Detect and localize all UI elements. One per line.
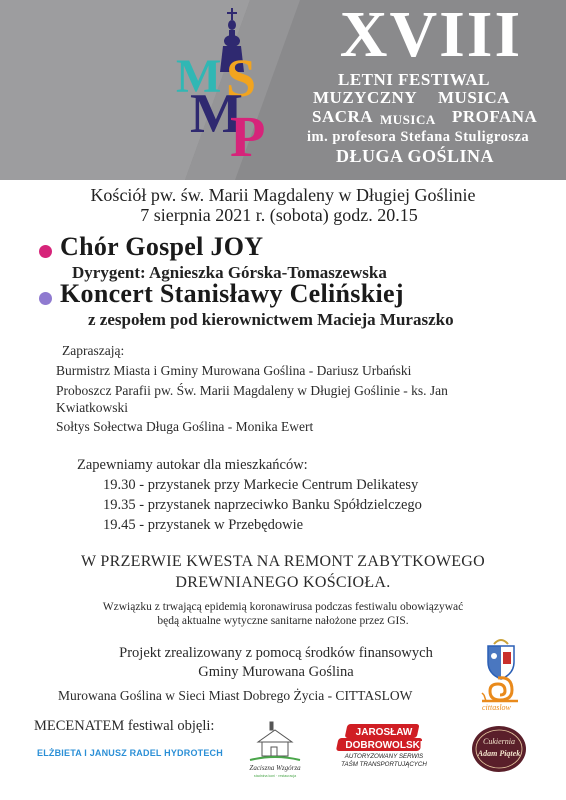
cukiernia-line-2: Adam Piątek — [477, 749, 521, 758]
invite-line-2: Proboszcz Parafii pw. Św. Marii Magdaleny w Długiej Goślinie - ks. Jan — [56, 383, 448, 398]
cukiernia-line-1: Cukiernia — [483, 737, 515, 746]
logo-letter-m1: M — [176, 50, 222, 103]
header-line-musica1: MUSICA — [438, 88, 510, 107]
header-line-sacra: SACRA — [312, 107, 374, 126]
header-line-musica2: MUSICA — [380, 112, 436, 127]
zaciszna-tagline: stadnina koni · restauracja — [253, 774, 297, 778]
program-title-1: Chór Gospel JOY — [60, 232, 264, 261]
jd-name-line-1: JAROSŁAW — [355, 727, 413, 738]
invite-heading: Zapraszają: — [62, 343, 125, 358]
header-line-festiwal: LETNI FESTIWAL — [338, 70, 491, 89]
collection-line-2: DREWNIANEGO KOŚCIOŁA. — [175, 574, 391, 591]
festival-logo — [168, 6, 278, 168]
header-line-profana: PROFANA — [452, 107, 538, 126]
jd-name-line-2: DOBROWOLSKI — [345, 740, 423, 751]
invite-line-1: Burmistrz Miasta i Gminy Murowana Goślina - Dariusz Urbański — [56, 363, 412, 378]
bus-stop-1: 19.30 - przystanek przy Markecie Centrum Delikatesy — [103, 477, 419, 493]
covid-note-line-2: będą aktualne wytyczne sanitarne nałożone przez GIS. — [157, 615, 409, 627]
jd-service-logo — [334, 722, 434, 768]
collection-line-1: W PRZERWIE KWESTA NA REMONT ZABYTKOWEGO — [80, 553, 486, 570]
bus-stop-2: 19.35 - przystanek naprzeciwko Banku Spółdzielczego — [103, 497, 422, 513]
cittaslow-line: Murowana Goślina w Sieci Miast Dobrego Życia - CITTASLOW — [58, 688, 413, 703]
covid-note-line-1: Wzwiązku z trwającą epidemią koronawirusa podczas festiwalu obowiązywać — [102, 601, 464, 613]
cittaslow-logo-text: cittaslow — [482, 703, 511, 712]
zaciszna-logo — [244, 718, 306, 780]
program-title-2: Koncert Stanisławy Celińskiej — [60, 279, 404, 308]
bus-stop-3: 19.45 - przystanek w Przebędowie — [103, 517, 304, 533]
bus-heading: Zapewniamy autokar dla mieszkańców: — [77, 457, 308, 473]
edition-numeral: XVIII — [339, 0, 523, 71]
program-subtitle-1: Dyrygent: Agnieszka Górska-Tomaszewska — [72, 263, 387, 282]
patrons-heading: MECENATEM festiwal objęli: — [34, 718, 215, 734]
logo-letter-s: S — [226, 48, 257, 108]
logo-letter-m2: M — [190, 83, 243, 145]
invite-line-4: Sołtys Sołectwa Długa Goślina - Monika Ewert — [56, 419, 314, 434]
cukiernia-logo — [470, 724, 528, 774]
cittaslow-snail-icon — [478, 672, 524, 712]
logo-letter-p: P — [230, 104, 266, 168]
header-line-patron: im. profesora Stefana Stuligrosza — [307, 129, 530, 145]
date-line: 7 sierpnia 2021 r. (sobota) godz. 20.15 — [140, 205, 418, 225]
project-line-2: Gminy Murowana Goślina — [198, 664, 354, 680]
program-subtitle-2: z zespołem pod kierownictwem Macieja Muraszko — [88, 310, 454, 329]
house-icon — [258, 722, 292, 756]
hydrotech-sponsor: ELŻBIETA I JANUSZ RADEL HYDROTECH — [37, 748, 223, 758]
zaciszna-name: Zaciszna Wzgórza — [249, 764, 301, 772]
purple-bullet-icon — [39, 292, 52, 305]
header-line-muzyczny: MUZYCZNY — [313, 88, 418, 107]
project-line-1: Projekt zrealizowany z pomocą środków finansowych — [119, 645, 433, 661]
invite-line-3: Kwiatkowski — [56, 400, 128, 415]
venue-line: Kościół pw. św. Marii Magdaleny w Długiej Goślinie — [90, 185, 476, 205]
pink-bullet-icon — [39, 245, 52, 258]
header-line-town: DŁUGA GOŚLINA — [336, 146, 495, 166]
jd-tagline-2: TAŚM TRANSPORTUJĄCYCH — [341, 761, 427, 768]
jd-tagline-1: AUTORYZOWANY SERWIS — [344, 753, 424, 760]
festival-header — [0, 0, 566, 180]
